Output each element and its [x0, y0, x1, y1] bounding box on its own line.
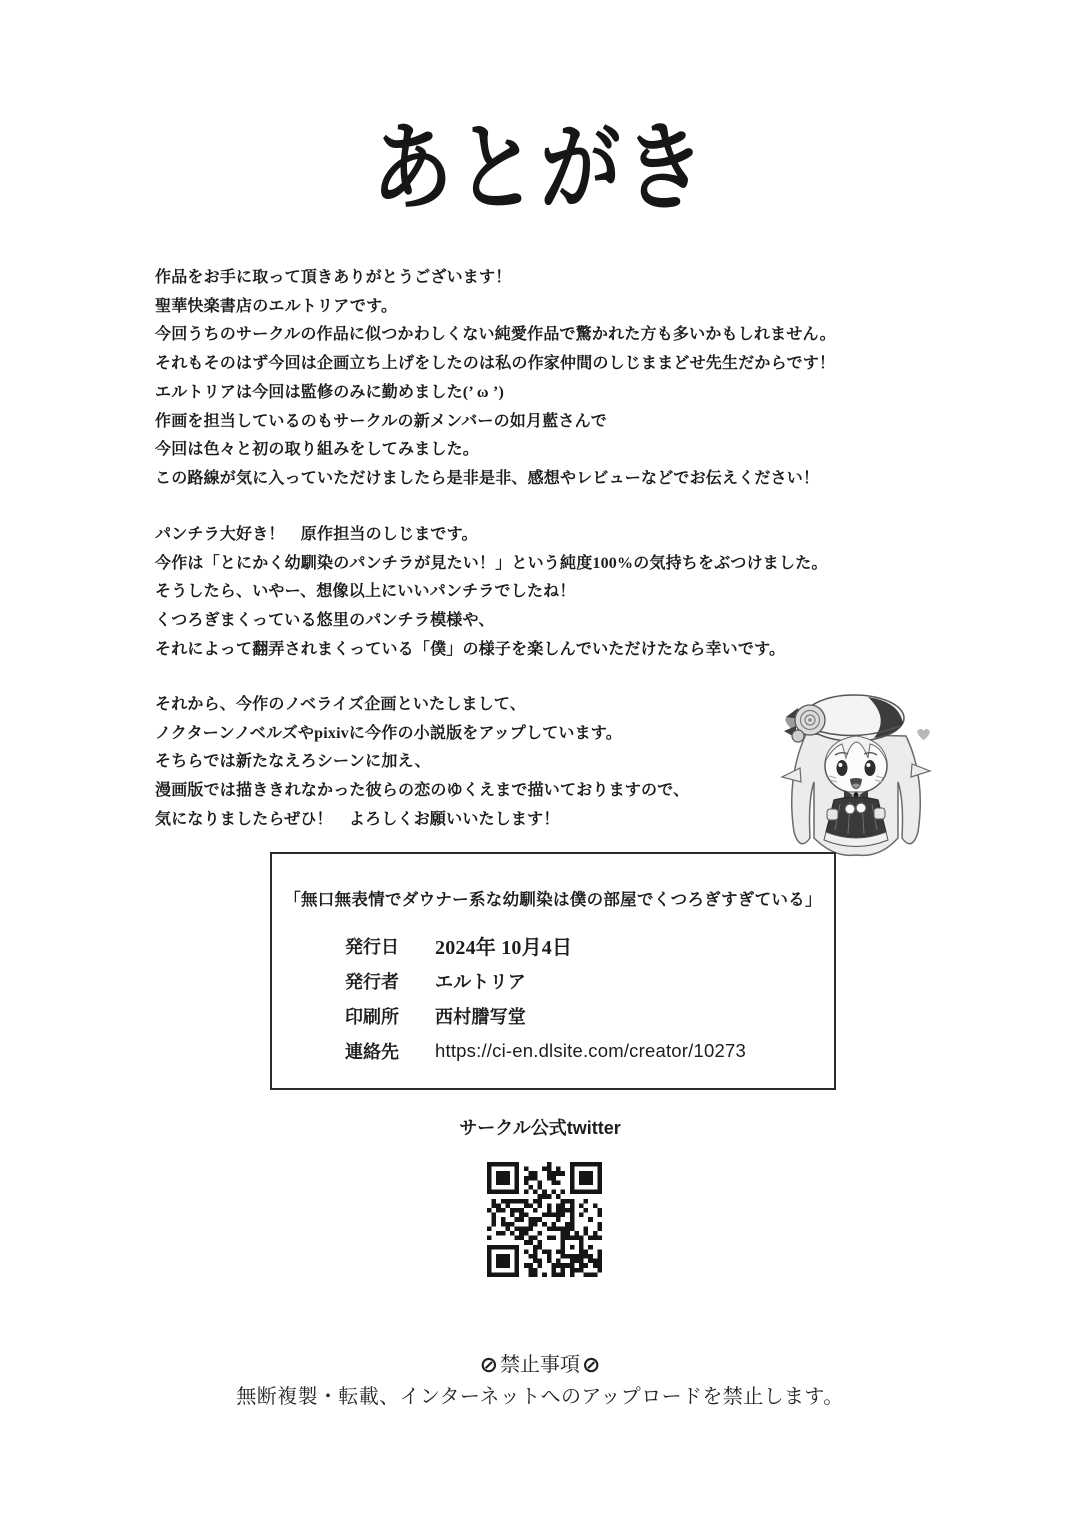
heart-icon — [917, 729, 929, 740]
mascot-eye — [865, 760, 876, 776]
afterword-paragraph-author — [155, 521, 828, 665]
rose-icon — [808, 718, 812, 722]
mascot-hair-spike — [782, 768, 801, 782]
qr-code — [487, 1162, 602, 1277]
mascot-cuff — [874, 808, 885, 819]
text-line: 作品をお手に取って頂きありがとうございます！ — [155, 269, 512, 286]
rose-bud — [792, 730, 804, 742]
no-entry-icon: ⊘ — [582, 1352, 601, 1377]
text-line: 気になりましたらぜひ！ よろしくお願いいたします！ — [155, 810, 560, 828]
no-entry-icon: ⊘ — [479, 1352, 498, 1377]
mascot-eye-highlight — [838, 763, 842, 767]
text-line: 今回は色々と初の取り組みをしてみました。 — [155, 441, 480, 459]
text-line: それによって翻弄されまくっている「僕」の様子を楽しんでいただけたなら幸いです。 — [155, 640, 786, 658]
colophon-box — [270, 852, 836, 1090]
prohibition-heading-text: 禁止事項 — [500, 1354, 580, 1376]
row-label: 印刷所 — [345, 1006, 399, 1027]
mascot-hair-spike — [911, 764, 930, 777]
text-line: この路線が気に入っていただけましたら是非是非、感想やレビューなどでお伝えください！ — [155, 469, 820, 487]
colophon-row-publisher — [345, 963, 746, 998]
mascot-eye-highlight — [866, 763, 870, 767]
row-label: 発行日 — [345, 936, 399, 957]
text-line: それもそのはず今回は企画立ち上げをしたのは私の作家仲間のしじままどせ先生だからです！ — [155, 355, 836, 373]
row-value: 2024年 10月4日 — [435, 937, 573, 959]
mascot-chibi-illustration — [772, 682, 940, 867]
mascot-hand — [856, 803, 866, 813]
text-line: 作画を担当しているのもサークルの新メンバーの如月藍さんで — [155, 412, 608, 430]
row-value contact-url: https://ci-en.dlsite.com/creator/10273 — [435, 1039, 746, 1061]
book-title: 「無口無表情でダウナー系な幼馴染は僕の部屋でくつろぎすぎている」 — [284, 890, 822, 909]
text-line: 聖華快楽書店のエルトリアです。 — [155, 297, 398, 315]
colophon-row-publish-date — [345, 928, 746, 963]
mascot-hand — [845, 804, 855, 814]
row-value: 西村謄写堂 — [435, 1006, 526, 1027]
afterword-paragraph-greeting — [155, 264, 836, 494]
text-line: 漫画版では描ききれなかった彼らの恋のゆくえまで描いておりますので、 — [155, 782, 690, 800]
text-line: そちらでは新たなえろシーンに加え、 — [155, 753, 431, 771]
text-line: パンチラ大好き！ 原作担当のしじまです。 — [155, 526, 478, 543]
text-line: エルトリアは今回は監修のみに勤めました(’ ω ’) — [155, 383, 505, 401]
text-line: それから、今作のノベライズ企画といたしまして、 — [155, 696, 527, 713]
mascot-cuff — [827, 809, 838, 820]
text-line: 今作は「とにかく幼馴染のパンチラが見たい！」という純度100%の気持ちをぶつけました。 — [155, 554, 828, 572]
colophon-rows — [345, 928, 746, 1068]
colophon-row-contact — [345, 1033, 746, 1068]
row-label: 発行者 — [345, 971, 399, 992]
prohibition-heading — [0, 1348, 1080, 1378]
row-label: 連絡先 — [345, 1041, 399, 1062]
mascot-eye — [837, 760, 848, 776]
colophon-row-printer — [345, 998, 746, 1033]
text-line: 今回うちのサークルの作品に似つかわしくない純愛作品で驚かれた方も多いかもしれません。 — [155, 326, 836, 344]
row-value: エルトリア — [435, 971, 526, 992]
prohibition-text: 無断複製・転載、インターネットへのアップロードを禁止します。 — [236, 1386, 844, 1408]
text-line: くつろぎまくっている悠里のパンチラ模様や、 — [155, 612, 495, 630]
page-title: あとがき — [372, 115, 708, 222]
circle-twitter-heading: サークル公式twitter — [459, 1118, 621, 1138]
text-line: ノクターンノベルズやpixivに今作の小説版をアップしています。 — [155, 724, 622, 742]
afterword-paragraph-novelize — [155, 691, 689, 835]
text-line: そうしたら、いやー、想像以上にいいパンチラでしたね！ — [155, 583, 576, 601]
